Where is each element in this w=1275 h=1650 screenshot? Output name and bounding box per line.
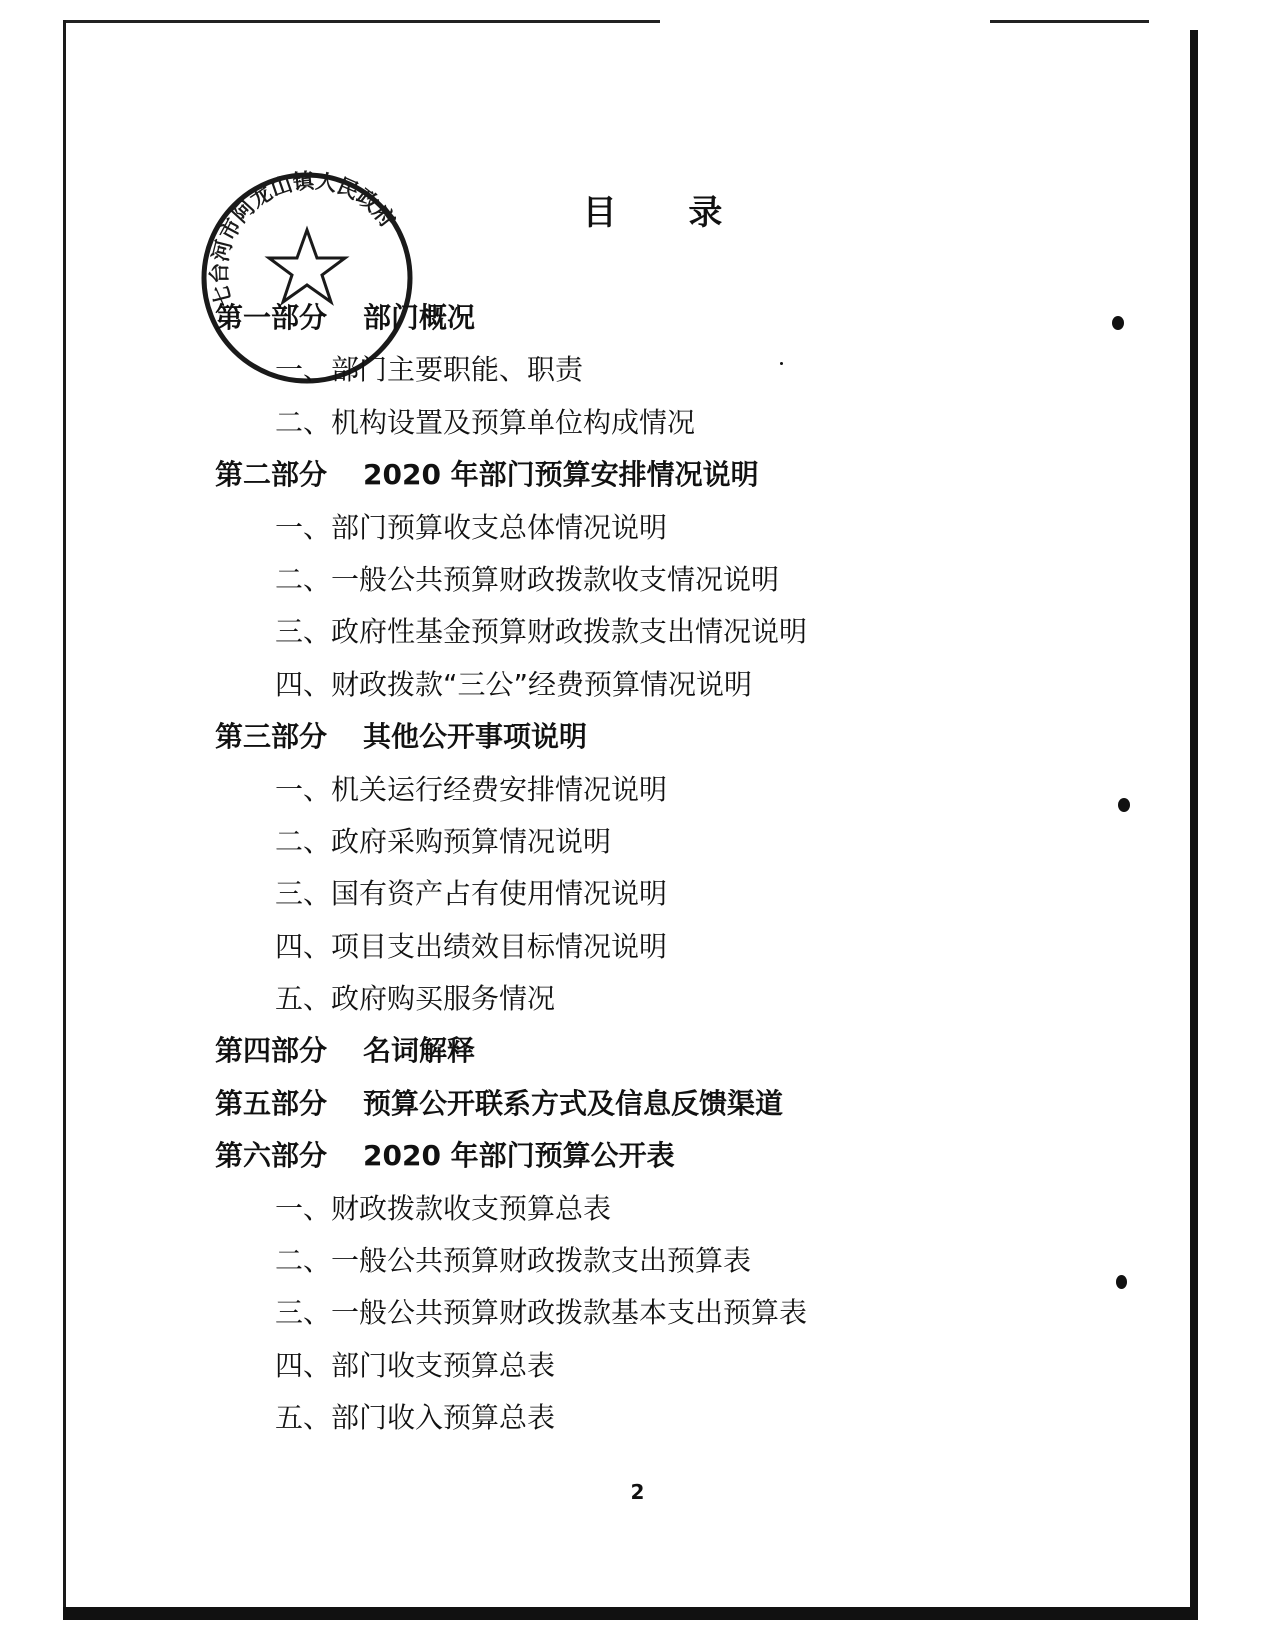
scan-speck (1118, 798, 1130, 812)
page-number: 2 (630, 1480, 645, 1504)
toc-entry: 二、一般公共预算财政拨款支出预算表 (275, 1244, 752, 1278)
toc-part-text: 2020 年部门预算公开表 (363, 1139, 675, 1173)
toc-part-label: 第一部分 (215, 301, 328, 334)
toc-entry: 三、国有资产占有使用情况说明 (275, 877, 668, 911)
toc-part-text: 预算公开联系方式及信息反馈渠道 (363, 1086, 784, 1120)
toc-entry: 三、一般公共预算财政拨款基本支出预算表 (275, 1296, 808, 1330)
toc-entry: 一、部门主要职能、职责 (275, 353, 584, 387)
scan-border-bottom (63, 1607, 1198, 1620)
scan-border-left (63, 20, 66, 1620)
toc-part-heading (215, 711, 1115, 763)
page-title: 目 录 (582, 193, 753, 233)
toc-part-label: 第四部分 (215, 1034, 328, 1068)
scan-border-gap (660, 19, 990, 25)
scan-border-right (1190, 30, 1198, 1620)
toc-entry: 四、项目支出绩效目标情况说明 (275, 929, 668, 963)
toc-entry: 二、一般公共预算财政拨款收支情况说明 (275, 562, 780, 596)
toc-part-label: 第六部分 (215, 1139, 328, 1173)
seal-text: 七台河市阿龙山镇人民政府 (207, 168, 400, 309)
toc-entry: 一、财政拨款收支预算总表 (275, 1191, 612, 1225)
toc-part-heading (215, 449, 1115, 501)
scan-speck (1116, 1275, 1127, 1289)
toc-part-label: 第五部分 (215, 1086, 328, 1120)
toc-entry: 四、财政拨款“三公”经费预算情况说明 (275, 667, 753, 701)
toc-entry: 一、部门预算收支总体情况说明 (275, 510, 668, 544)
toc-part-heading (215, 1130, 1115, 1182)
toc-entry: 二、机构设置及预算单位构成情况 (275, 405, 696, 439)
toc-entry: 四、部门收支预算总表 (275, 1348, 556, 1382)
toc-part-heading (215, 1078, 1115, 1130)
toc-part-text: 其他公开事项说明 (363, 720, 588, 754)
toc-entry: 二、政府采购预算情况说明 (275, 824, 612, 858)
toc-part-text: 2020 年部门预算安排情况说明 (363, 458, 759, 492)
toc-part-text: 名词解释 (363, 1034, 476, 1068)
toc-part-heading (215, 292, 1115, 344)
toc-part-heading (215, 1025, 1115, 1077)
toc-entry: 五、政府购买服务情况 (275, 982, 556, 1016)
toc-entry: 一、机关运行经费安排情况说明 (275, 772, 668, 806)
toc-entry: 五、部门收入预算总表 (275, 1401, 556, 1435)
toc-part-label: 第三部分 (215, 720, 328, 754)
toc-part-text: 部门概况 (363, 301, 476, 334)
toc-part-label: 第二部分 (215, 458, 328, 492)
table-of-contents (215, 292, 1115, 1445)
toc-entry: 三、政府性基金预算财政拨款支出情况说明 (275, 615, 808, 649)
